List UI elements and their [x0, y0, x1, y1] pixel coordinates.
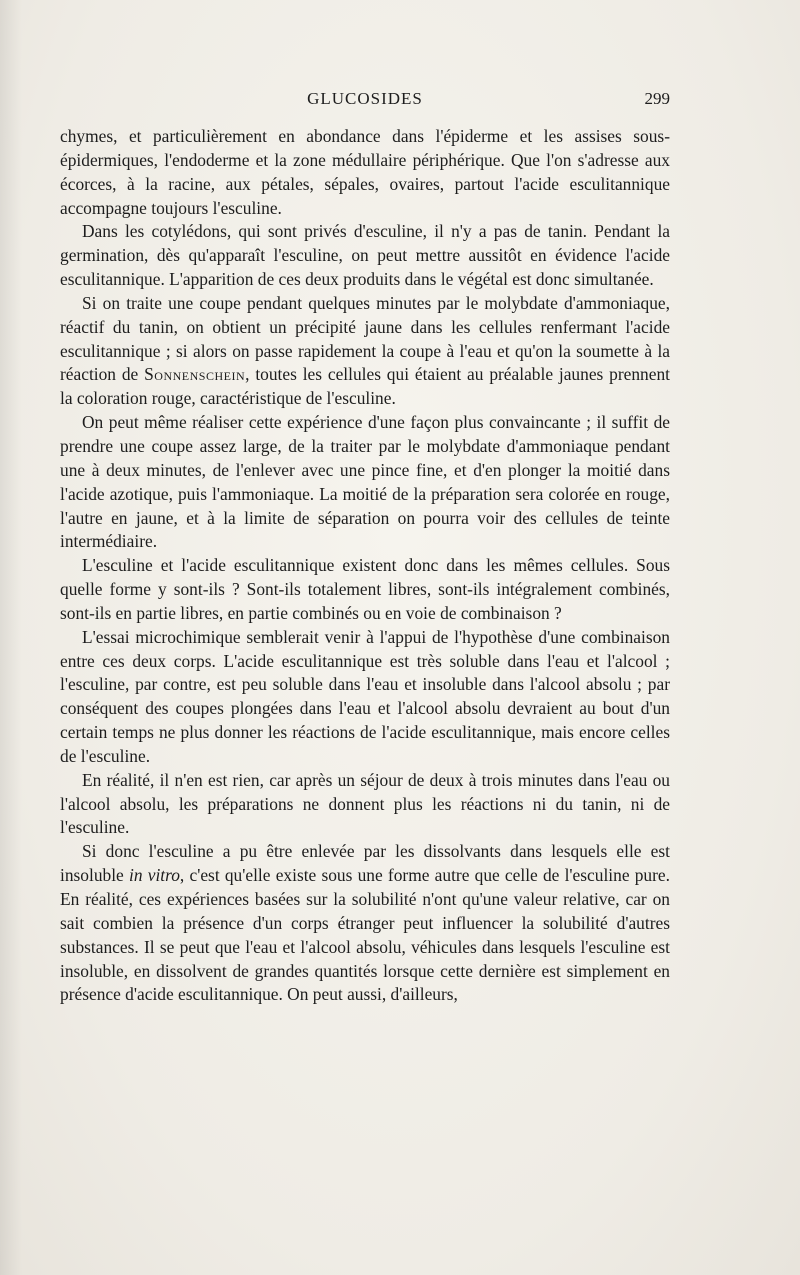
- paragraph-text-start: Si on traite une coupe pendant quelques minutes par le molybdate d'ammoniaque, réactif du tanin, on obtient un précipité jaune dans les cellules renfermant l'acide esculitannique ; si alors on passe rapidement la coupe à l'eau et qu'on la soumette à la réaction de: [60, 292, 670, 385]
- paragraph-5: [60, 554, 670, 626]
- paragraph-6: [60, 626, 670, 769]
- paragraph-1: [60, 125, 670, 220]
- paragraph-text: L'essai microchimique semblerait venir à l'appui de l'hypothèse d'une combinaison entre ces deux corps. L'acide esculitannique est très soluble dans l'eau et l'alcool ; l'esculine, par contre, est peu soluble dans l'eau et insoluble dans l'alcool absolu ; par conséquent des coupes plongées dans l'eau et l'alcool absolu devraient au bout d'un certain temps ne plus donner les réactions de l'acide esculitannique, mais encore celles de l'esculine.: [60, 626, 670, 766]
- paragraph-text: L'esculine et l'acide esculitannique existent donc dans les mêmes cellules. Sous quelle forme y sont-ils ? Sont-ils totalement libres, sont-ils intégralement combinés, sont-ils en partie libres, en partie combinés ou en voie de combinaison ?: [60, 555, 670, 623]
- paragraph-text: On peut même réaliser cette expérience d'une façon plus convaincante ; il suffit de prendre une coupe assez large, de la traiter par le molybdate d'ammoniaque pendant une à deux minutes, de l'enlever avec une pince fine, et d'en plonger la moitié dans l'acide azotique, puis l'ammoniaque. La moitié de la préparation sera colorée en rouge, l'autre en jaune, et à la limite de séparation on pourra voir des cellules de teinte intermédiaire.: [60, 412, 670, 552]
- italic-phrase: in vitro: [128, 865, 180, 886]
- paragraph-text-end: , toutes les cellules qui étaient au préalable jaunes prennent la coloration rouge, caractéristique de l'esculine.: [60, 364, 670, 409]
- paragraph-text: Dans les cotylédons, qui sont privés d'esculine, il n'y a pas de tanin. Pendant la germination, dès qu'apparaît l'esculine, on peut mettre aussitôt en évidence l'acide esculitannique. L'apparition de ces deux produits dans le végétal est donc simultanée.: [60, 221, 670, 290]
- paragraph-8: [60, 840, 670, 1007]
- page-number: 299: [644, 89, 670, 108]
- paragraph-text: chymes, et particulièrement en abondance dans l'épiderme et les assises sous-épidermiques, l'endoderme et la zone médullaire périphérique. Que l'on s'adresse aux écorces, à la racine, aux pétales, sépales, ovaires, partout l'acide esculitannique accompagne toujours l'esculine.: [60, 126, 670, 218]
- paragraph-4: [60, 411, 670, 554]
- page-header: [60, 89, 670, 117]
- body-text: [60, 125, 670, 1007]
- running-title: GLUCOSIDES: [307, 89, 423, 108]
- paragraph-3: [60, 292, 670, 411]
- paragraph-text-start: Si donc l'esculine a pu être enlevée par les dissolvants dans lesquels elle est insoluble: [60, 841, 670, 886]
- paragraph-2: [60, 220, 670, 292]
- paragraph-text-end: , c'est qu'elle existe sous une forme autre que celle de l'esculine pure. En réalité, ces expériences basées sur la solubilité n'ont qu'une valeur relative, car on sait combien la présence d'un corps étranger peut influencer la solubilité d'autres substances. Il se peut que l'eau et l'alcool absolu, véhicules dans lesquels l'esculine est insoluble, en dissolvent de grandes quantités lorsque cette dernière est simplement en présence d'acide esculitannique. On peut aussi, d'ailleurs,: [60, 865, 670, 1005]
- author-name-smallcaps: Sonnenschein: [144, 364, 246, 385]
- paragraph-text: En réalité, il n'en est rien, car après un séjour de deux à trois minutes dans l'eau ou l'alcool absolu, les préparations ne donnent plus les réactions ni du tanin, ni de l'esculine.: [60, 769, 670, 838]
- paragraph-7: [60, 769, 670, 841]
